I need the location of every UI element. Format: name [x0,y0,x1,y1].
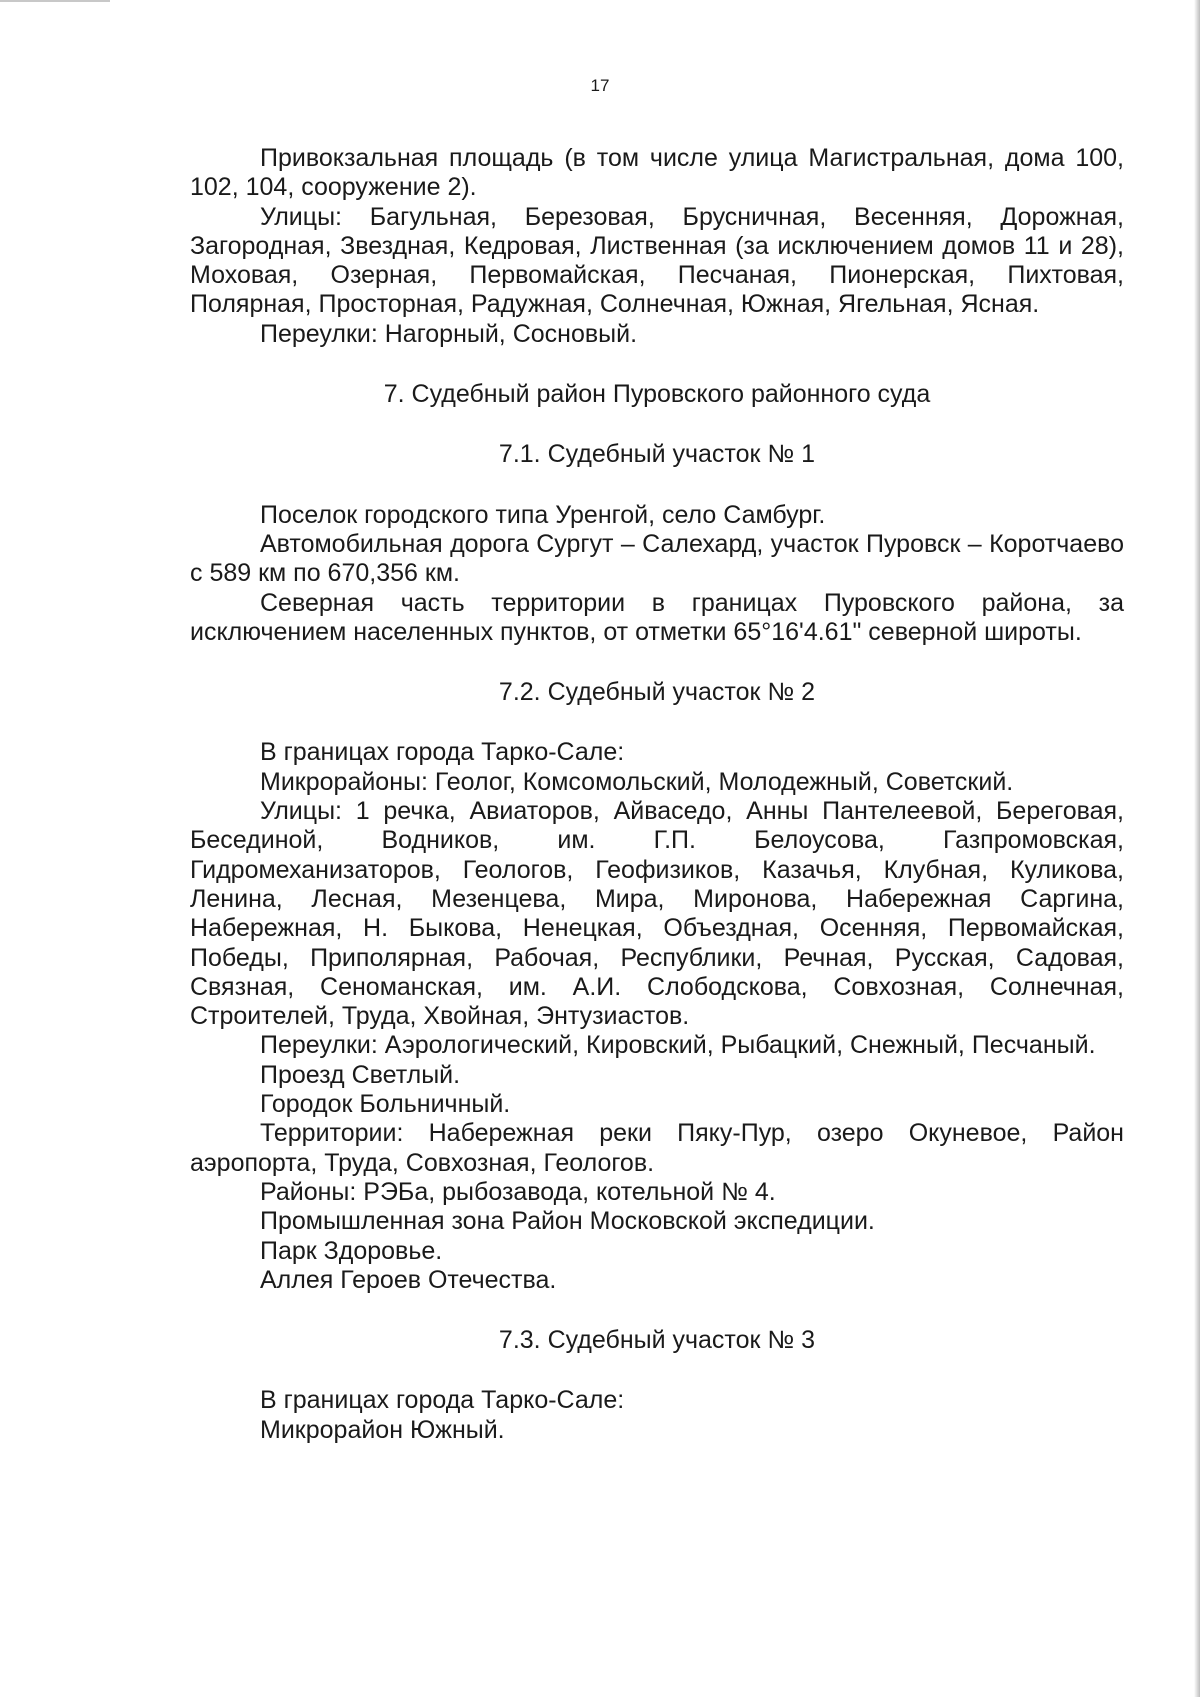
scan-edge-top [0,0,110,2]
paragraph: Автомобильная дорога Сургут – Салехард, участок Пуровск – Коротчаево с 589 км по 670,356 км. [190,529,1124,588]
paragraph: Переулки: Аэрологический, Кировский, Рыбацкий, Снежный, Песчаный. [260,1031,1096,1060]
paragraph: Поселок городского типа Уренгой, село Самбург. [260,500,826,529]
paragraph: Промышленная зона Район Московской экспедиции. [260,1207,875,1236]
paragraph: Проезд Светлый. [260,1060,461,1089]
paragraph: Территории: Набережная реки Пяку-Пур, озеро Окуневое, Район аэропорта, Труда, Совхозная, Геологов. [190,1119,1124,1177]
paragraph: Районы: РЭБа, рыбозавода, котельной № 4. [260,1177,776,1206]
paragraph: Городок Больничный. [260,1090,511,1119]
paragraph: Микрорайоны: Геолог, Комсомольский, Молодежный, Советский. [260,767,1014,796]
paragraph: Парк Здоровье. [260,1236,443,1265]
paragraph: Аллея Героев Отечества. [260,1265,557,1294]
subsection-7-2-heading: 7.2. Судебный участок № 2 [498,678,816,707]
intro-block [190,144,1124,349]
subsection-7-3 [190,1326,1124,1445]
scan-edge-right [1194,0,1200,1697]
subsection-7-2 [190,678,1124,1295]
paragraph: Микрорайон Южный. [260,1415,505,1444]
paragraph: Привокзальная площадь (в том числе улица Магистральная, дома 100, 102, 104, сооружение 2). [190,144,1124,202]
section-7-heading: 7. Судебный район Пуровского районного суда [383,380,931,409]
paragraph: Северная часть территории в границах Пуровского района, за исключением населенных пунктов, от отметки 65°16'4.61" северной широты. [190,588,1124,646]
paragraph: Переулки: Нагорный, Сосновый. [260,319,638,348]
paragraph: В границах города Тарко-Сале: [260,738,625,767]
paragraph: Улицы: Багульная, Березовая, Брусничная, Весенняя, Дорожная, Загородная, Звездная, Кедровая, Лиственная (за исключением домов 11 и 28), Моховая, Озерная, Первомайская, Песчаная, Пионерская, Пихтовая, Полярная, Просторная, Радужная, Солнечная, Южная, Ягельная, Ясная. [190,202,1124,319]
subsection-7-1 [190,440,1124,647]
paragraph: Улицы: 1 речка, Авиаторов, Айваседо, Анны Пантелеевой, Береговая, Бесединой, Водников, им. Г.П. Белоусова, Газпромовская, Гидромеханизаторов, Геологов, Геофизиков, Казачья, Клубная, Куликова, Ленина, Лесная, Мезенцева, Мира, Миронова, Набережная Саргина, Набережная, Н. Быкова, Ненецкая, Объездная, Осенняя, Первомайская, Победы, Приполярная, Рабочая, Республики, Речная, Русская, Садовая, Связная, Сеноманская, им. А.И. Слободскова, Совхозная, Солнечная, Строителей, Труда, Хвойная, Энтузиастов. [190,797,1124,1031]
document-body [190,144,1124,1445]
page-number: 17 [590,76,610,95]
subsection-7-1-heading: 7.1. Судебный участок № 1 [498,440,816,469]
paragraph: В границах города Тарко-Сале: [260,1386,625,1415]
subsection-7-3-heading: 7.3. Судебный участок № 3 [498,1326,816,1355]
